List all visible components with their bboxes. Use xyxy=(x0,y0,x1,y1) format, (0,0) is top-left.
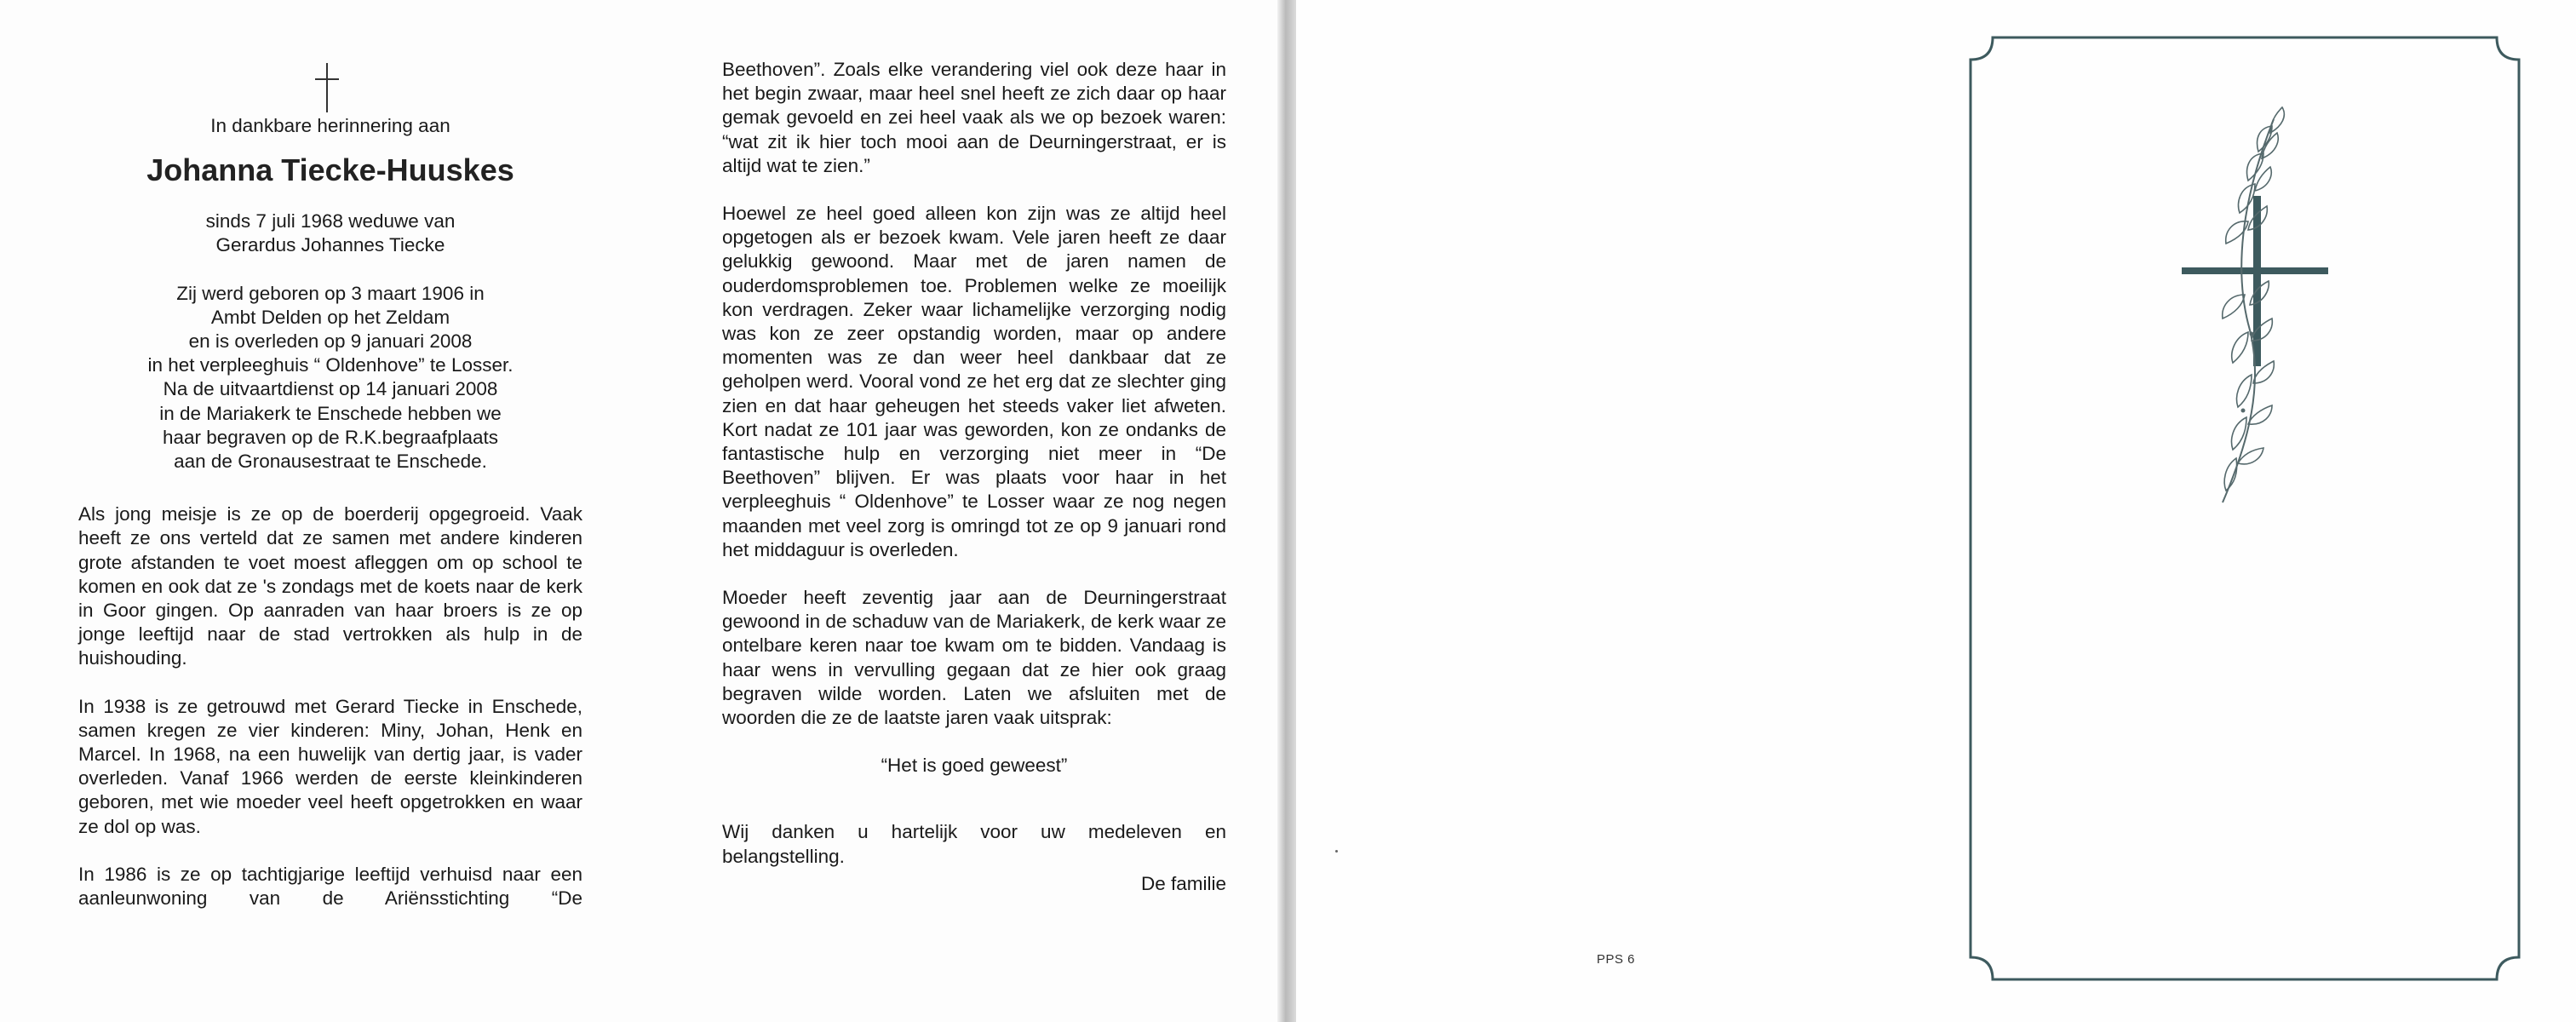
bio-line: in de Mariakerk te Enschede hebben we xyxy=(159,402,502,424)
paragraph-mariakerk: Moeder heeft zeventig jaar aan de Deurningerstraat gewoond in de schaduw van de Mariakerk, de kerk waar ze ontelbare keren naar toe kwam om te bidden. Vandaag is haar wens in vervulling gegaan dat ze hier ook graag begraven wilde worden. Laten we afsluiten met de woorden die ze de laatste jaren vaak uitsprak: xyxy=(722,587,1226,729)
bio-line: Na de uitvaartdienst op 14 januari 2008 xyxy=(163,378,498,400)
paragraph-beethoven: Beethoven”. Zoals elke verandering viel ook deze haar in het begin zwaar, maar heel snel heeft ze zich daar op haar gemak gevoeld en zei heel vaak als we op bezoek waren: “wat zit ik hier toch mooi aan de Deurningerstraat, er is altijd wat te zien.” xyxy=(722,59,1226,176)
widow-line: Gerardus Johannes Tiecke xyxy=(215,234,445,256)
signature: De familie xyxy=(1140,872,1226,894)
paragraph-later-years: Hoewel ze heel goed alleen kon zijn was ze altijd heel opgetogen als er bezoek kwam. Vele jaren heeft ze daar gelukkig gewoond. Maar met de jaren namen de ouderdomsproblemen toe. Problemen welke ze moeilijk kon verdragen. Zeker waar lichamelijke verzorging nodig was kon ze zeer opstandig worden, maar op andere momenten was ze dan weer heel dankbaar dat ze geholpen werd. Vooral vond ze het erg dat ze slechter ging zien en dat haar geheugen het steeds vaker liet afweten. Kort nadat ze 101 jaar was geworden, kon ze ondanks de fantastische hulp en verzorging niet meer in “De Beethoven” blijven. Er was plaats voor haar in het verpleeghuis “ Oldenhove” te Losser waar ze nog negen maanden met veel zorg is omringd tot ze op 9 januari rond het middaguur is overleden. xyxy=(722,203,1226,560)
speck xyxy=(1335,850,1338,853)
bio-line: in het verpleeghuis “ Oldenhove” te Losser. xyxy=(147,354,513,376)
paragraph-marriage: In 1938 is ze getrouwd met Gerard Tiecke in Enschede, samen kregen ze vier kinderen: Miny, Johan, Henk en Marcel. In 1968, na een huwelijk van dertig jaar, is vader overleden. Vanaf 1966 werden de eerste kleinkinderen geboren, met wie moeder veel heeft opgetrokken en waar ze dol op was. xyxy=(78,695,582,837)
deceased-name: Johanna Tiecke-Huuskes xyxy=(146,152,514,188)
cross-with-olive-branch-icon xyxy=(2163,102,2350,520)
widow-line: sinds 7 juli 1968 weduwe van xyxy=(205,210,456,233)
bio-block xyxy=(78,282,582,474)
widow-block xyxy=(78,210,582,257)
card-code: PPS 6 xyxy=(1597,952,1636,967)
bio-line: aan de Gronausestraat te Enschede. xyxy=(174,451,487,473)
thanks-text: Wij danken u hartelijk voor uw medeleven en belangstelling. xyxy=(722,821,1226,867)
bio-line: haar begraven op de R.K.begraafplaats xyxy=(162,426,499,448)
paragraph-childhood: Als jong meisje is ze op de boerderij opgegroeid. Vaak heeft ze ons verteld dat ze samen met andere kinderen grote afstanden te voet moest afleggen om op school te komen en ook dat ze 's zondags met de koets naar de kerk in Goor gingen. Op aanraden van haar broers is ze op jonge leeftijd naar de stad vertrokken als hulp in de huishouding. xyxy=(78,503,582,669)
paragraph-move: In 1986 is ze op tachtigjarige leeftijd verhuisd naar een aanleunwoning van de Ariënsstichting “De xyxy=(78,863,582,910)
inner-left-spread xyxy=(0,0,1277,1022)
intro-line: In dankbare herinnering aan xyxy=(210,115,450,136)
bio-line: en is overleden op 9 januari 2008 xyxy=(188,330,473,353)
memorial-column-right xyxy=(722,58,1226,896)
bio-line: Zij werd geboren op 3 maart 1906 in xyxy=(176,282,485,304)
closing-quote: “Het is goed geweest” xyxy=(881,755,1068,777)
memorial-column-left xyxy=(78,53,582,934)
card-fold xyxy=(1277,0,1296,1022)
small-cross-icon xyxy=(78,53,582,106)
bio-line: Ambt Delden op het Zeldam xyxy=(210,306,450,328)
